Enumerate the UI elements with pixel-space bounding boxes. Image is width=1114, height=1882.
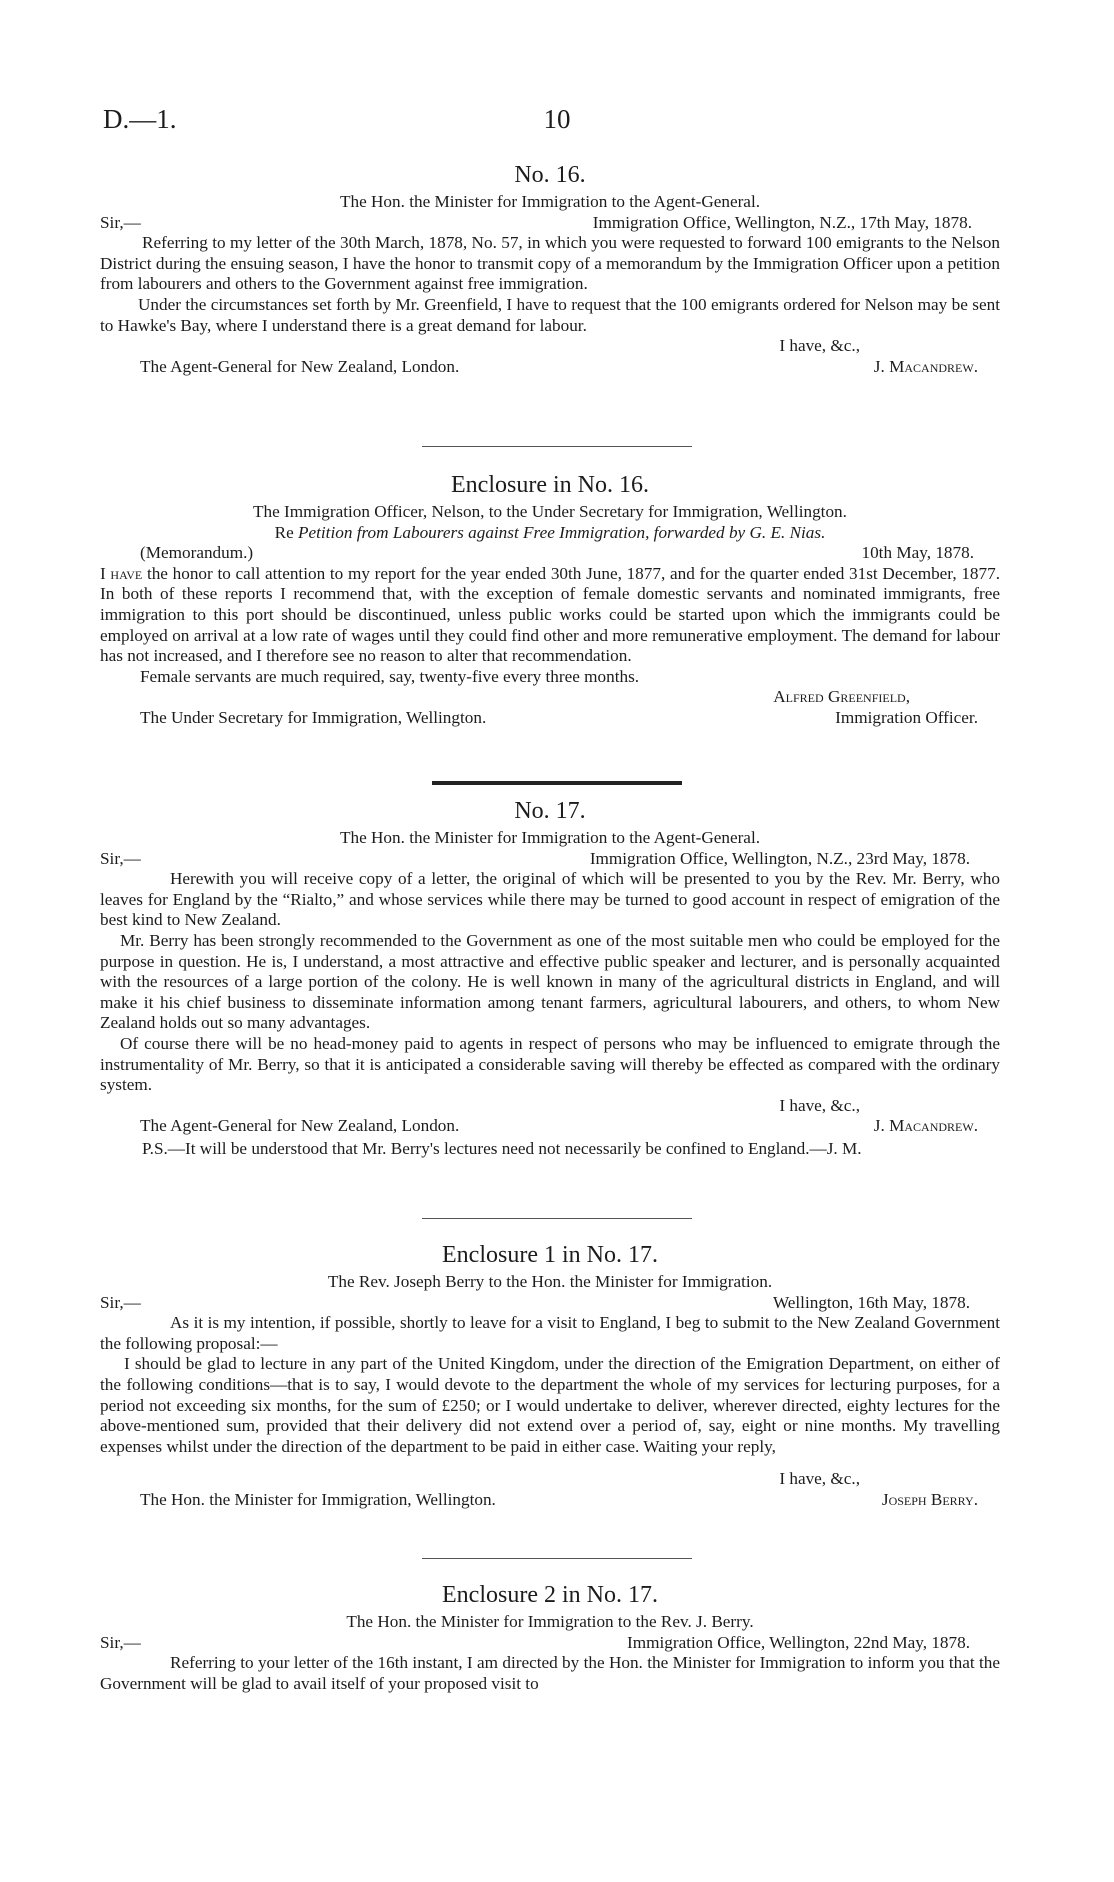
salutation-row [100, 1633, 1000, 1654]
salutation-row [100, 213, 1000, 234]
enclosure-1-no-17 [100, 1240, 1000, 1511]
section-title: No. 17. [514, 798, 586, 824]
salutation: Sir,— [100, 1292, 141, 1312]
address-line: The Hon. the Minister for Immigration to the Agent-General. [339, 192, 761, 211]
divider [0, 1558, 1114, 1559]
salutation-row [100, 849, 1000, 870]
document-reference: D.—1. [103, 104, 177, 134]
signature-row [100, 1490, 1000, 1511]
lead-in: I have [100, 563, 143, 583]
section-title: Enclosure 1 in No. 17. [442, 1242, 658, 1268]
memo-date: 10th May, 1878. [861, 543, 974, 563]
re-text: Petition from Labourers against Free Immigration, forwarded by G. E. Nias. [298, 522, 826, 542]
paragraph: Referring to your letter of the 16th instant, I am directed by the Hon. the Minister for Immigration to inform you that the Government will be glad to avail itself of your proposed visit to [100, 1653, 1000, 1693]
re-label: Re [274, 522, 294, 542]
salutation-row [100, 1293, 1000, 1314]
section-title: No. 16. [514, 162, 586, 188]
salutation: Sir,— [100, 848, 141, 868]
re-line [100, 523, 1000, 544]
divider [0, 1218, 1114, 1219]
enclosure-no-16 [100, 470, 1000, 729]
signature: Joseph Berry. [881, 1489, 978, 1509]
postscript: P.S.—It will be understood that Mr. Berry's lectures need not necessarily be confined to England.—J. M. [142, 1138, 862, 1158]
recipient: The Agent-General for New Zealand, London. [140, 1116, 460, 1136]
paragraph: Under the circumstances set forth by Mr. Greenfield, I have to request that the 100 emigrants ordered for Nelson may be sent to Hawke's Bay, where I understand there is a great demand for labour. [100, 294, 1000, 335]
paragraph-text: the honor to call attention to my report for the year ended 30th June, 1877, and for the quarter ended 31st December, 1877. In both of these reports I recommend that, with the exception of female domestic servants and nominated immigrants, free immigration to this port should be discontinued, unless public works could be started upon which the immigrants could be employed on arrival at a low rate of wages until they could find other and more remunerative employment. The demand for labour has not increased, and I therefore see no reason to alter that recommendation. [100, 563, 1001, 666]
address-line: The Rev. Joseph Berry to the Hon. the Minister for Immigration. [327, 1272, 773, 1291]
paragraph: Referring to my letter of the 30th March, 1878, No. 57, in which you were requested to forward 100 emigrants to the Nelson District during the ensuing season, I have the honor to transmit copy of a memorandum by the Immigration Officer upon a petition from labourers and others to the Government against free immigration. [100, 233, 1000, 294]
dateline: Wellington, 16th May, 1878. [772, 1292, 970, 1312]
address-line: The Hon. the Minister for Immigration to the Agent-General. [339, 828, 761, 847]
salutation: Sir,— [100, 212, 141, 232]
signature-row [100, 708, 1000, 729]
paragraph: I should be glad to lecture in any part of the United Kingdom, under the direction of the Emigration Department, on either of the following conditions—that is to say, I would devote to the department the whole of my services for lecturing purposes, for a period not exceeding six months, for the sum of £250; or I would undertake to deliver, wherever directed, eighty lectures for the above-mentioned sum, provided that their delivery did not extend over a period of, say, eight or nine months. My travelling expenses whilst under the direction of the department to be paid in either case. Waiting your reply, [100, 1354, 1000, 1456]
dateline: Immigration Office, Wellington, N.Z., 23rd May, 1878. [589, 848, 970, 868]
recipient: The Under Secretary for Immigration, Wellington. [140, 707, 487, 727]
signature-row [100, 1116, 1000, 1137]
address-line: The Hon. the Minister for Immigration to the Rev. J. Berry. [346, 1612, 754, 1631]
divider [0, 446, 1114, 447]
closing: I have, &c., [779, 1095, 860, 1115]
recipient: The Hon. the Minister for Immigration, Wellington. [140, 1489, 496, 1509]
signature-row [100, 357, 1000, 378]
letter-no-17 [100, 796, 1000, 1160]
dateline: Immigration Office, Wellington, N.Z., 17th May, 1878. [592, 212, 972, 232]
memo-row [100, 543, 1000, 564]
recipient: The Agent-General for New Zealand, London. [140, 356, 460, 376]
divider [0, 781, 1114, 785]
section-title: Enclosure 2 in No. 17. [442, 1582, 658, 1608]
salutation: Sir,— [100, 1632, 141, 1652]
closing: I have, &c., [779, 336, 860, 356]
page-number: 10 [543, 104, 571, 134]
paragraph: Of course there will be no head-money paid to agents in respect of persons who may be influenced to emigrate through the instrumentality of Mr. Berry, so that it is anticipated a considerable saving will thereby be effected as compared with the ordinary system. [100, 1033, 1000, 1095]
signature-title: Immigration Officer. [835, 707, 978, 727]
paragraph [100, 564, 1000, 667]
dateline: Immigration Office, Wellington, 22nd May, 1878. [627, 1632, 970, 1652]
memorandum-label: (Memorandum.) [140, 543, 254, 563]
paragraph: As it is my intention, if possible, shortly to leave for a visit to England, I beg to submit to the New Zealand Government the following proposal:— [100, 1313, 1000, 1353]
section-title: Enclosure in No. 16. [451, 472, 649, 498]
paragraph: Herewith you will receive copy of a letter, the original of which will be presented to you by the Rev. Mr. Berry, who leaves for England by the “Rialto,” and whose services while there may be turned to good account in respect of emigration of the best kind to New Zealand. [100, 869, 1000, 930]
letter-no-16 [100, 160, 1000, 377]
signature: J. Macandrew. [873, 1116, 978, 1136]
paragraph: Mr. Berry has been strongly recommended to the Government as one of the most suitable men who could be employed for the purpose in question. He is, I understand, a most attractive and effective public speaker and lecturer, and is personally acquainted with the resources of a large portion of the colony. He is well known in many of the agricultural districts in England, and will make it his chief business to disseminate information among tenant farmers, agricultural labourers, and others, to whom New Zealand holds out so many advantages. [100, 930, 1000, 1033]
address-line: The Immigration Officer, Nelson, to the Under Secretary for Immigration, Wellington. [253, 502, 847, 521]
paragraph: Female servants are much required, say, twenty-five every three months. [140, 666, 640, 686]
enclosure-2-no-17 [100, 1580, 1000, 1694]
signature: J. Macandrew. [873, 356, 978, 376]
closing: I have, &c., [779, 1469, 860, 1489]
signature: Alfred Greenfield, [773, 687, 910, 707]
